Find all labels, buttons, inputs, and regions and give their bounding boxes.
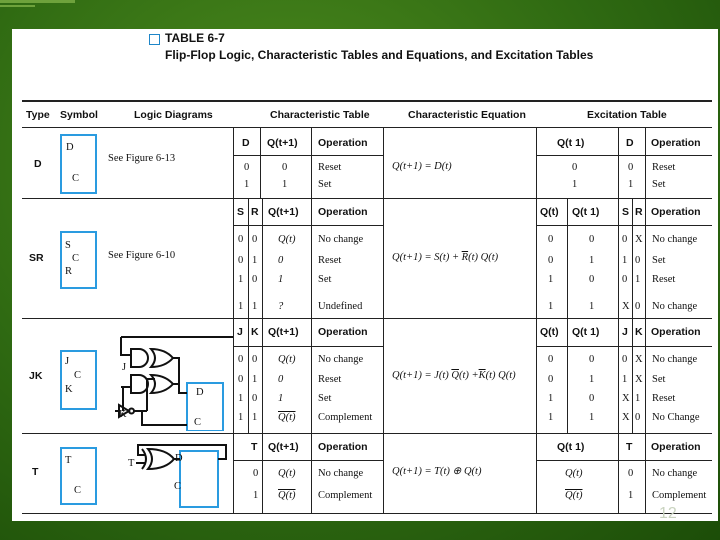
col-sep-char-right <box>383 127 384 514</box>
jk-logic-c: C <box>194 417 202 428</box>
jk-char-r3-c0: 1 <box>238 412 244 423</box>
header-top-rule <box>22 100 712 102</box>
d-char-vline-2 <box>311 127 312 198</box>
d-exc-r1-q: 1 <box>572 179 578 190</box>
t-logic-c: C <box>174 481 182 492</box>
jk-exc-vline-1 <box>567 318 568 433</box>
t-char-vline-2 <box>311 433 312 514</box>
jk-exc-vline-4 <box>645 318 646 433</box>
t-exc-vline-1 <box>618 433 619 514</box>
jk-exc-r3-c4: No Change <box>652 412 700 423</box>
sr-exc-r1-c2: 1 <box>622 255 628 266</box>
jk-char-r2-c0: 1 <box>238 393 244 404</box>
t-exc-head-rule <box>536 460 712 461</box>
col-logic: Logic Diagrams <box>134 109 213 121</box>
sr-exc-r2-c3: 1 <box>635 274 641 285</box>
d-char-h-q: Q(t+1) <box>267 137 298 149</box>
jk-char-vline-2 <box>262 318 263 433</box>
col-exc-table: Excitation Table <box>587 109 667 121</box>
jk-exc-r2-c3: 1 <box>635 393 641 404</box>
jk-exc-r2-c2: X <box>622 393 630 404</box>
sr-exc-r0-c3: X <box>635 234 643 245</box>
jk-char-r1-c0: 0 <box>238 374 244 385</box>
d-char-vline-1 <box>260 127 261 198</box>
sr-exc-r1-c4: Set <box>652 255 666 266</box>
d-exc-r1-d: 1 <box>628 179 634 190</box>
jk-char-r1-c2: 0 <box>278 374 284 385</box>
jk-exc-vline-2 <box>618 318 619 433</box>
sr-char-r3-c3: Undefined <box>318 301 363 312</box>
sr-sym-s: S <box>65 240 71 251</box>
sr-exc-r3-c4: No change <box>652 301 698 312</box>
jk-char-h-k: K <box>251 326 259 338</box>
t-exc-h-op: Operation <box>651 441 701 453</box>
t-exc-r0-t: 0 <box>628 468 634 479</box>
d-char-h-d: D <box>242 137 250 149</box>
jk-exc-r1-c1: 1 <box>589 374 595 385</box>
type-t: T <box>32 466 39 478</box>
d-char-r1-op: Set <box>318 179 332 190</box>
row-sep-t <box>22 513 712 514</box>
sr-char-r0-c1: 0 <box>252 234 258 245</box>
sr-char-head-rule <box>233 225 383 226</box>
jk-exc-h-q1: Q(t 1) <box>572 326 600 338</box>
jk-exc-r1-c3: X <box>635 374 643 385</box>
table-title: TABLE 6-7 <box>165 31 225 45</box>
d-exc-r0-q: 0 <box>572 162 578 173</box>
col-char-eq: Characteristic Equation <box>408 109 526 121</box>
jk-char-r0-c0: 0 <box>238 354 244 365</box>
sr-char-h-s: S <box>237 206 245 218</box>
t-exc-vline-2 <box>645 433 646 514</box>
jk-exc-head-rule <box>536 346 712 347</box>
jk-char-vline-1 <box>248 318 249 433</box>
type-jk: JK <box>29 370 43 382</box>
sr-exc-h-op: Operation <box>651 206 701 218</box>
col-sep-exc-left <box>536 127 537 514</box>
d-exc-r1-op: Set <box>652 179 666 190</box>
jk-exc-vline-3 <box>632 318 633 433</box>
sr-exc-r0-c1: 0 <box>589 234 595 245</box>
jk-logic-k: K <box>119 409 127 420</box>
jk-char-r3-c1: 1 <box>252 412 258 423</box>
d-char-head-rule <box>233 155 383 156</box>
jk-exc-r3-c0: 1 <box>548 412 554 423</box>
d-char-h-op: Operation <box>318 137 368 149</box>
d-char-r1-d: 1 <box>244 179 250 190</box>
jk-exc-r0-c4: No change <box>652 354 698 365</box>
sr-char-r1-c1: 1 <box>252 255 258 266</box>
jk-exc-r1-c2: 1 <box>622 374 628 385</box>
sr-exc-r0-c0: 0 <box>548 234 554 245</box>
sr-char-r0-c0: 0 <box>238 234 244 245</box>
sr-exc-r3-c0: 1 <box>548 301 554 312</box>
sr-exc-h-q1: Q(t 1) <box>572 206 600 218</box>
sr-exc-vline-4 <box>645 198 646 318</box>
jk-exc-h-j: J <box>622 326 628 338</box>
jk-logic-j: J <box>122 362 127 373</box>
sr-char-r2-c3: Set <box>318 274 332 285</box>
sr-char-r3-c1: 1 <box>252 301 258 312</box>
jk-char-r2-c3: Set <box>318 393 332 404</box>
jk-sym-k: K <box>65 384 73 395</box>
sr-exc-r1-c3: 0 <box>635 255 641 266</box>
t-char-r1-op: Complement <box>318 490 373 501</box>
t-logic-t: T <box>128 458 135 469</box>
t-exc-r1-q: Q(t) <box>565 490 583 501</box>
sr-exc-r1-c0: 0 <box>548 255 554 266</box>
row-sep-jk <box>22 433 712 434</box>
jk-char-r0-c1: 0 <box>252 354 258 365</box>
t-exc-r0-q: Q(t) <box>565 468 583 479</box>
jk-exc-r3-c3: 0 <box>635 412 641 423</box>
sr-char-eq: $Q(t+1) = S(t) + \overline{R}(t)$ Q(t) <box>392 252 499 263</box>
jk-char-r1-c1: 1 <box>252 374 258 385</box>
sr-exc-r3-c2: X <box>622 301 630 312</box>
jk-char-h-j: J <box>237 326 243 338</box>
slide-accent-bar-2 <box>0 5 35 7</box>
sr-char-vline-3 <box>311 198 312 318</box>
jk-char-head-rule <box>233 346 383 347</box>
sr-char-vline-2 <box>262 198 263 318</box>
t-char-h-op: Operation <box>318 441 368 453</box>
jk-exc-r2-c4: Reset <box>652 393 676 404</box>
d-symbol <box>60 134 97 194</box>
t-exc-h-t: T <box>626 441 633 453</box>
jk-exc-r0-c3: X <box>635 354 643 365</box>
jk-char-r1-c3: Reset <box>318 374 342 385</box>
d-exc-vline-1 <box>618 127 619 198</box>
jk-char-r0-c2: Q(t) <box>278 354 296 365</box>
sr-exc-h-r: R <box>635 206 643 218</box>
sr-char-r2-c1: 0 <box>252 274 258 285</box>
jk-char-vline-3 <box>311 318 312 433</box>
t-sym-t: T <box>65 455 72 466</box>
sr-exc-h-qt: Q(t) <box>540 206 559 218</box>
page-number: 12 <box>659 505 677 522</box>
sr-exc-r3-c1: 1 <box>589 301 595 312</box>
d-exc-vline-2 <box>645 127 646 198</box>
sr-char-h-q: Q(t+1) <box>268 206 299 218</box>
row-sep-d <box>22 198 712 199</box>
col-sep-char-left <box>233 127 234 514</box>
t-logic-d: D <box>175 453 183 464</box>
t-exc-h-q: Q(t 1) <box>557 441 585 453</box>
d-sym-clk: C <box>72 173 80 184</box>
sr-char-h-op: Operation <box>318 206 368 218</box>
slide-accent-bar <box>0 0 75 3</box>
t-char-r1-q: Q(t) <box>278 490 296 501</box>
sr-logic-ref: See Figure 6-10 <box>108 250 176 261</box>
jk-exc-r0-c2: 0 <box>622 354 628 365</box>
t-exc-r1-op: Complement <box>652 490 707 501</box>
type-sr: SR <box>29 252 44 264</box>
jk-exc-r2-c1: 0 <box>589 393 595 404</box>
type-d: D <box>34 158 42 170</box>
sr-exc-vline-3 <box>632 198 633 318</box>
t-logic-diagram <box>122 439 233 509</box>
jk-exc-r3-c2: X <box>622 412 630 423</box>
jk-exc-h-op: Operation <box>651 326 701 338</box>
jk-char-r3-c2: Q(t) <box>278 412 296 423</box>
col-symbol: Symbol <box>60 109 98 121</box>
t-char-r0-op: No change <box>318 468 364 479</box>
sr-char-r2-c0: 1 <box>238 274 244 285</box>
d-char-r0-d: 0 <box>244 162 250 173</box>
sr-sym-r: R <box>65 266 73 277</box>
d-char-r0-op: Reset <box>318 162 342 173</box>
jk-char-r0-c3: No change <box>318 354 364 365</box>
d-exc-h-d: D <box>626 137 634 149</box>
col-type: Type <box>26 109 50 121</box>
t-char-r0-q: Q(t) <box>278 468 296 479</box>
jk-char-h-q: Q(t+1) <box>268 326 299 338</box>
t-char-h-q: Q(t+1) <box>268 441 299 453</box>
sr-char-h-r: R <box>251 206 259 218</box>
sr-char-r1-c2: 0 <box>278 255 284 266</box>
sr-exc-r1-c1: 1 <box>589 255 595 266</box>
col-char-table: Characteristic Table <box>270 109 370 121</box>
t-sym-c: C <box>74 485 82 496</box>
t-exc-r0-op: No change <box>652 468 698 479</box>
sr-char-r3-c0: 1 <box>238 301 244 312</box>
d-exc-h-op: Operation <box>651 137 701 149</box>
sr-sym-c: C <box>72 253 80 264</box>
jk-exc-r1-c0: 0 <box>548 374 554 385</box>
d-exc-h-q: Q(t 1) <box>557 137 585 149</box>
jk-sym-c: C <box>74 370 82 381</box>
sr-exc-r3-c3: 0 <box>635 301 641 312</box>
jk-exc-r2-c0: 1 <box>548 393 554 404</box>
jk-exc-h-qt: Q(t) <box>540 326 559 338</box>
d-char-r1-q: 1 <box>282 179 288 190</box>
jk-symbol <box>60 350 97 410</box>
jk-exc-r0-c1: 0 <box>589 354 595 365</box>
sr-exc-r2-c2: 0 <box>622 274 628 285</box>
table-subtitle: Flip-Flop Logic, Characteristic Tables and Equations, and Excitation Tables <box>165 48 594 62</box>
d-exc-r0-op: Reset <box>652 162 676 173</box>
t-char-r1-t: 1 <box>253 490 259 501</box>
jk-exc-r0-c0: 0 <box>548 354 554 365</box>
sr-exc-head-rule <box>536 225 712 226</box>
t-char-h-t: T <box>251 441 258 453</box>
jk-exc-h-k: K <box>635 326 643 338</box>
sr-exc-r2-c1: 0 <box>589 274 595 285</box>
jk-exc-r1-c4: Set <box>652 374 666 385</box>
d-logic-ref: See Figure 6-13 <box>108 153 176 164</box>
table-sheet <box>12 29 718 521</box>
sr-char-r3-c2: ? <box>278 301 284 312</box>
sr-symbol <box>60 231 97 289</box>
sr-exc-vline-2 <box>618 198 619 318</box>
d-exc-head-rule <box>536 155 712 156</box>
table-icon <box>149 34 160 45</box>
jk-char-r2-c2: 1 <box>278 393 284 404</box>
d-char-eq: Q(t+1) = D(t) <box>392 161 452 172</box>
t-exc-r1-t: 1 <box>628 490 634 501</box>
d-exc-r0-d: 0 <box>628 162 634 173</box>
sr-exc-r2-c0: 1 <box>548 274 554 285</box>
sr-exc-vline-1 <box>567 198 568 318</box>
sr-exc-r0-c2: 0 <box>622 234 628 245</box>
jk-char-h-op: Operation <box>318 326 368 338</box>
sr-char-vline-1 <box>248 198 249 318</box>
jk-exc-r3-c1: 1 <box>589 412 595 423</box>
row-sep-sr <box>22 318 712 319</box>
jk-sym-j: J <box>65 356 70 367</box>
t-symbol <box>60 447 97 505</box>
jk-char-eq: Q(t+1) = J(t) $\overline{Q}(t) +\overline{K}(t)$ Q(t) <box>392 370 516 381</box>
d-char-r0-q: 0 <box>282 162 288 173</box>
d-sym-in: D <box>66 142 74 153</box>
t-char-vline-1 <box>262 433 263 514</box>
sr-exc-r2-c4: Reset <box>652 274 676 285</box>
sr-char-r0-c3: No change <box>318 234 364 245</box>
jk-logic-d: D <box>196 387 204 398</box>
sr-char-r1-c0: 0 <box>238 255 244 266</box>
jk-char-r3-c3: Complement <box>318 412 373 423</box>
sr-char-r0-c2: Q(t) <box>278 234 296 245</box>
t-char-head-rule <box>233 460 383 461</box>
sr-exc-r0-c4: No change <box>652 234 698 245</box>
sr-exc-h-s: S <box>622 206 630 218</box>
sr-char-r2-c2: 1 <box>278 274 284 285</box>
jk-char-r2-c1: 0 <box>252 393 258 404</box>
t-char-eq: Q(t+1) = T(t) ⊕ Q(t) <box>392 466 482 477</box>
header-bottom-rule <box>22 127 712 128</box>
sr-char-r1-c3: Reset <box>318 255 342 266</box>
t-char-r0-t: 0 <box>253 468 259 479</box>
